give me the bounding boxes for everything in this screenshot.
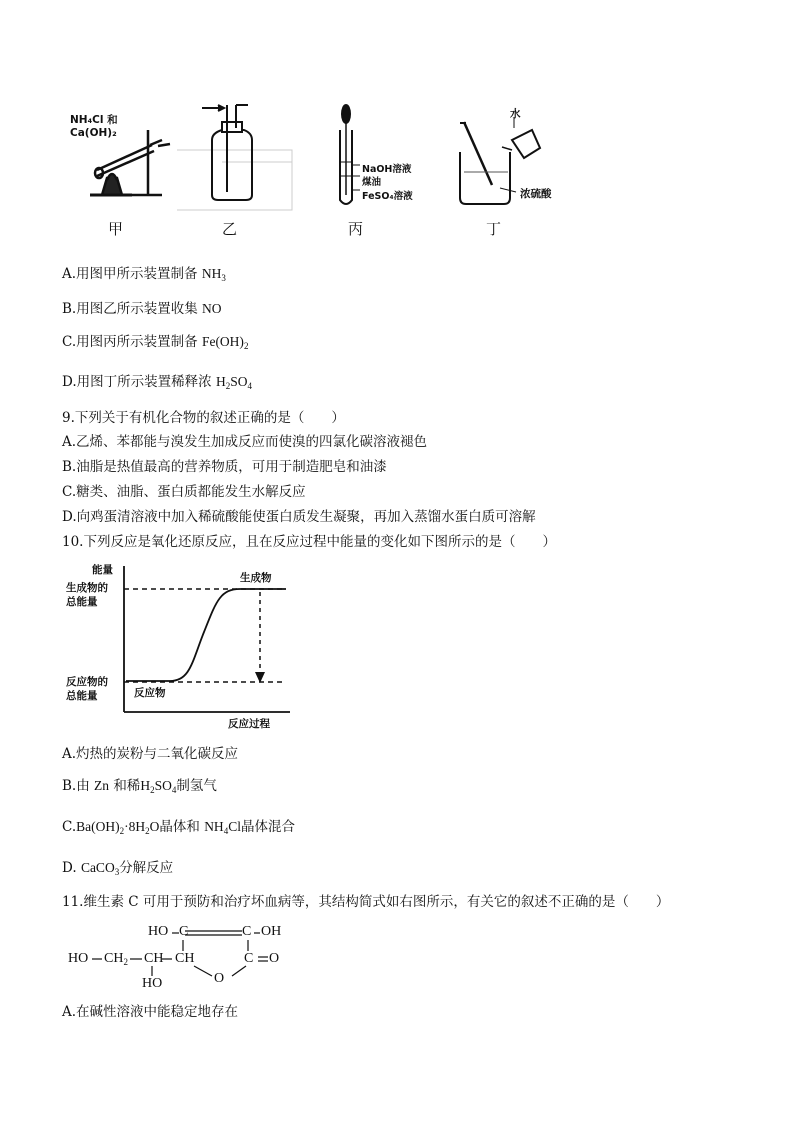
- struct-ho-left: HO: [68, 951, 89, 966]
- reactant-label: 反应物: [134, 687, 166, 699]
- product-total-label-2: 总能量: [66, 596, 98, 608]
- bing-apparatus: [340, 105, 360, 204]
- q8-option-a: A.用图甲所示装置制备 $NH_3$: [62, 266, 226, 283]
- apparatus-figure: [62, 100, 582, 245]
- caption-ding: 丁: [486, 220, 502, 238]
- struct-ho-bottom: HO: [142, 976, 163, 991]
- q9-option-d: D.向鸡蛋清溶液中加入稀硫酸能使蛋白质发生凝聚，再加入蒸馏水蛋白质可溶解: [62, 509, 536, 525]
- q10-option-c: $C.Ba(OH)_2\cdot 8H_2O$晶体和 $NH_4Cl$晶体混合: [62, 819, 295, 836]
- q9-option-c: C.糖类、油脂、蛋白质都能发生水解反应: [62, 484, 306, 500]
- q8-option-d: D.用图丁所示装置稀释浓 $H_2SO_4$: [62, 374, 252, 391]
- product-label: 生成物: [240, 572, 272, 584]
- bing-kerosene-label: 煤油: [362, 177, 382, 188]
- struct-ch2: $CH_2$: [104, 951, 128, 967]
- chem-nh3: $NH_3$: [201, 266, 226, 283]
- jia-apparatus: [90, 130, 170, 195]
- reactant-total-label-2: 总能量: [66, 690, 98, 702]
- q9-stem: 9.下列关于有机化合物的叙述正确的是（ ）: [62, 410, 345, 426]
- caption-jia: 甲: [108, 220, 124, 238]
- q10-option-d: D. CaCO$_3$分解反应: [62, 860, 174, 877]
- jia-reagent-label-1: NH₄Cl 和: [70, 114, 118, 126]
- jia-reagent-label-2: Ca(OH)₂: [70, 127, 117, 139]
- q8-option-b: B.用图乙所示装置收集 NO: [62, 301, 222, 317]
- ding-water-label: 水: [510, 108, 521, 120]
- q9-option-a: A.乙烯、苯都能与溴发生加成反应而使溴的四氯化碳溶液褪色: [62, 434, 428, 450]
- apparatus-drawing: [62, 100, 582, 245]
- q10-stem: 10.下列反应是氧化还原反应，且在反应过程中能量的变化如下图所示的是（ ）: [62, 534, 556, 550]
- struct-ch-mid: CH: [144, 951, 164, 966]
- chem-caco3: CaCO$_3$: [80, 860, 120, 877]
- reactant-total-label-1: 反应物的: [66, 676, 108, 688]
- q9-option-b: B.油脂是热值最高的营养物质，可用于制造肥皂和油漆: [62, 459, 387, 475]
- energy-diagram: [62, 562, 302, 732]
- product-total-label-1: 生成物的: [66, 582, 108, 594]
- caption-bing: 丙: [348, 220, 364, 238]
- struct-o-carbonyl: O: [269, 951, 280, 966]
- bing-feso4-label: FeSO₄溶液: [362, 191, 413, 202]
- vitamin-c-structure: [62, 920, 312, 994]
- chem-no: NO: [202, 301, 222, 316]
- struct-o-ring: O: [214, 971, 225, 986]
- struct-c-carbonyl: C: [244, 951, 254, 966]
- q11-option-a: A.在碱性溶液中能稳定地存在: [62, 1004, 239, 1020]
- struct-c-left: C: [179, 924, 189, 939]
- q10-option-b: B.由 Zn 和稀$H_2SO_4$制氢气: [62, 778, 217, 795]
- bing-naoh-label: NaOH溶液: [362, 164, 412, 175]
- chem-h2so4-b: $H_2SO_4$: [140, 778, 177, 795]
- struct-c-right: C: [242, 924, 252, 939]
- chem-h2so4: $H_2SO_4$: [215, 374, 252, 391]
- struct-ho-top-left: HO: [148, 924, 169, 939]
- q8-option-c: C.用图丙所示装置制备 $Fe(OH)_2$: [62, 334, 249, 351]
- chem-zn: Zn: [94, 778, 110, 793]
- chem-baoh2: $Ba(OH)_2\cdot 8H_2O$: [76, 819, 160, 836]
- q11-stem: 11.维生素 C 可用于预防和治疗坏血病等，其结构简式如右图所示，有关它的叙述不正确的是（ ）: [62, 894, 670, 910]
- chem-feoh2: $Fe(OH)_2$: [201, 334, 249, 351]
- yi-apparatus: [202, 105, 252, 200]
- energy-y-axis-label: 能量: [92, 564, 113, 576]
- struct-oh-top-right: OH: [261, 924, 282, 939]
- struct-ch-ring: CH: [175, 951, 195, 966]
- chem-nh4cl: $NH_4Cl$: [204, 819, 241, 836]
- q10-option-a: A.灼热的炭粉与二氧化碳反应: [62, 746, 239, 762]
- energy-x-axis-label: 反应过程: [228, 718, 270, 730]
- ding-acid-label: 浓硫酸: [520, 188, 552, 200]
- caption-yi: 乙: [222, 220, 238, 238]
